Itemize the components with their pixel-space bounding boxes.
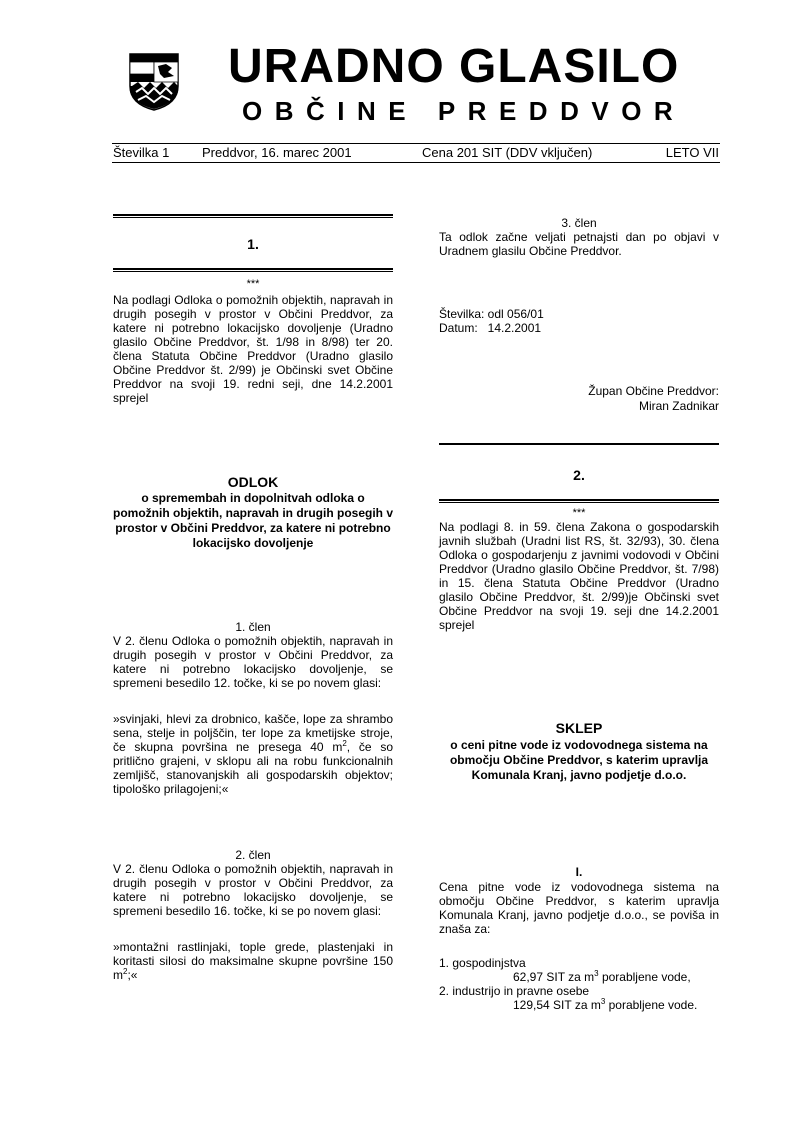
price-item-value: 62,97 SIT za $m^3$ porabljene vode, [513, 969, 691, 984]
article-3-heading: 3. člen [561, 216, 597, 230]
article-3-text: Ta odlok začne veljati petnajsti dan po objavi v Uradnem glasilu Občine Preddvor. [439, 230, 719, 258]
roman-section-heading: I. [575, 865, 583, 879]
sklep-title: SKLEP [555, 720, 603, 736]
masthead-bottom-rule [112, 162, 720, 163]
article-1-heading: 1. člen [235, 620, 271, 634]
price-item-label: 1. gospodinjstva [439, 956, 526, 970]
section-1-bottom-rule [113, 268, 393, 272]
section-1-number: 1. [247, 236, 259, 252]
municipal-coat-of-arms-icon [128, 52, 180, 112]
section-2-top-rule [439, 443, 719, 445]
issue-number: Številka 1 [113, 145, 170, 160]
list-item [439, 956, 719, 984]
section-2-bottom-rule [439, 499, 719, 503]
price-list [439, 956, 719, 1012]
signer-name: Miran Zadnikar [638, 399, 719, 413]
sklep-subtitle: o ceni pitne vode iz vodovodnega sistema na območju Občine Preddvor, s katerim upravlja Komunala Kranj, javno podjetje d.o.o. [449, 738, 709, 782]
article-2-heading: 2. člen [235, 848, 271, 862]
section-1-preamble: Na podlagi Odloka o pomožnih objektih, napravah in drugih posegih v prostor v Občini Preddvor, za katere ni potrebno lokacijsko dovoljenje (Uradno glasilo Občine Preddvor, št. 1/98 in 8/98) ter 20. člena Statuta Občine Preddvor (Uradno glasilo Občine Preddvor št. 2/99) je Občinski svet Občine Preddvor na svoji 19. redni seji, dne 14.2.2001 sprejel [113, 293, 393, 405]
price-item-value: 129,54 SIT za $m^3$ porabljene vode. [513, 997, 698, 1012]
article-1-text: V 2. členu Odloka o pomožnih objektih, napravah in drugih posegih v prostor v Občini Preddvor, za katere ni potrebno lokacijsko dovoljenje, se spremeni besedilo 12. točke, ki se po novem glasi: [113, 634, 393, 690]
reference-number: Številka: odl 056/01 [439, 307, 544, 321]
roman-section-text: Cena pitne vode iz vodovodnega sistema na območju Občine Preddvor, s katerim upravlja Komunala Kranj, javno podjetje d.o.o., se poviša in znaša za: [439, 880, 719, 936]
price-item-label: 2. industrijo in pravne osebe [439, 984, 590, 998]
article-2-text: V 2. členu Odloka o pomožnih objektih, napravah in drugih posegih v prostor v Občini Preddvor, za katere ni potrebno lokacijsko dovoljenje, se spremeni besedilo 16. točke, ki se po novem glasi: [113, 862, 393, 918]
section-2-preamble: Na podlagi 8. in 59. člena Zakona o gospodarskih javnih službah (Uradni list RS, št. 32/93), 30. člena Odloka o gospodarjenju z javnimi vodovodi v Občini Preddvor (Uradno glasilo Občine Preddvor, št. 7/98) in 15. člena Statuta Občine Preddvor (Uradno glasilo Občine Preddvor, št. 2/99)je Občinski svet Občine Preddvor na svoji 19. seji dne 14.2.2001 sprejel [439, 520, 719, 632]
odlok-subtitle: o spremembah in dopolnitvah odloka o pomožnih objektih, napravah in drugih posegih v prostor v Občini Preddvor, za katere ni potrebno lokacijsko dovoljenje [113, 491, 394, 550]
issue-info-row [113, 145, 719, 161]
signer-role: Župan Občine Preddvor: [588, 384, 719, 398]
section-1-stars: *** [246, 278, 260, 290]
article-2-quote: »montažni rastlinjaki, tople grede, plastenjaki in koritasti silosi do maksimalne skupne površine 150 $m^2;«$ [113, 940, 393, 982]
section-2-stars: *** [572, 507, 586, 519]
masthead-top-rule [112, 143, 720, 144]
issue-place-date: Preddvor, 16. marec 2001 [202, 145, 352, 160]
list-item [439, 984, 719, 1012]
issue-price: Cena 201 SIT (DDV vključen) [422, 145, 593, 160]
reference-date: Datum: 14.2.2001 [439, 321, 542, 335]
article-1-quote: »svinjaki, hlevi za drobnico, kašče, lope za shrambo sena, stelje in poljščin, ter lope za kmetijske stroje, če skupna površina ne presega 40 $m^2$, če so pritlično grajeni, v sklopu ali na robu funkcionalnih zemljišč, stanovanjskih ali gospodarskih objektov; tipološko prilagojeni;« [113, 712, 393, 796]
section-2-number: 2. [573, 467, 585, 483]
publication-title: URADNO GLASILO [228, 40, 680, 93]
publication-subtitle: OBČINE PREDDVOR [242, 96, 686, 126]
odlok-title: ODLOK [227, 474, 279, 490]
section-1-top-rule [113, 214, 393, 218]
issue-year: LETO VII [665, 145, 719, 160]
